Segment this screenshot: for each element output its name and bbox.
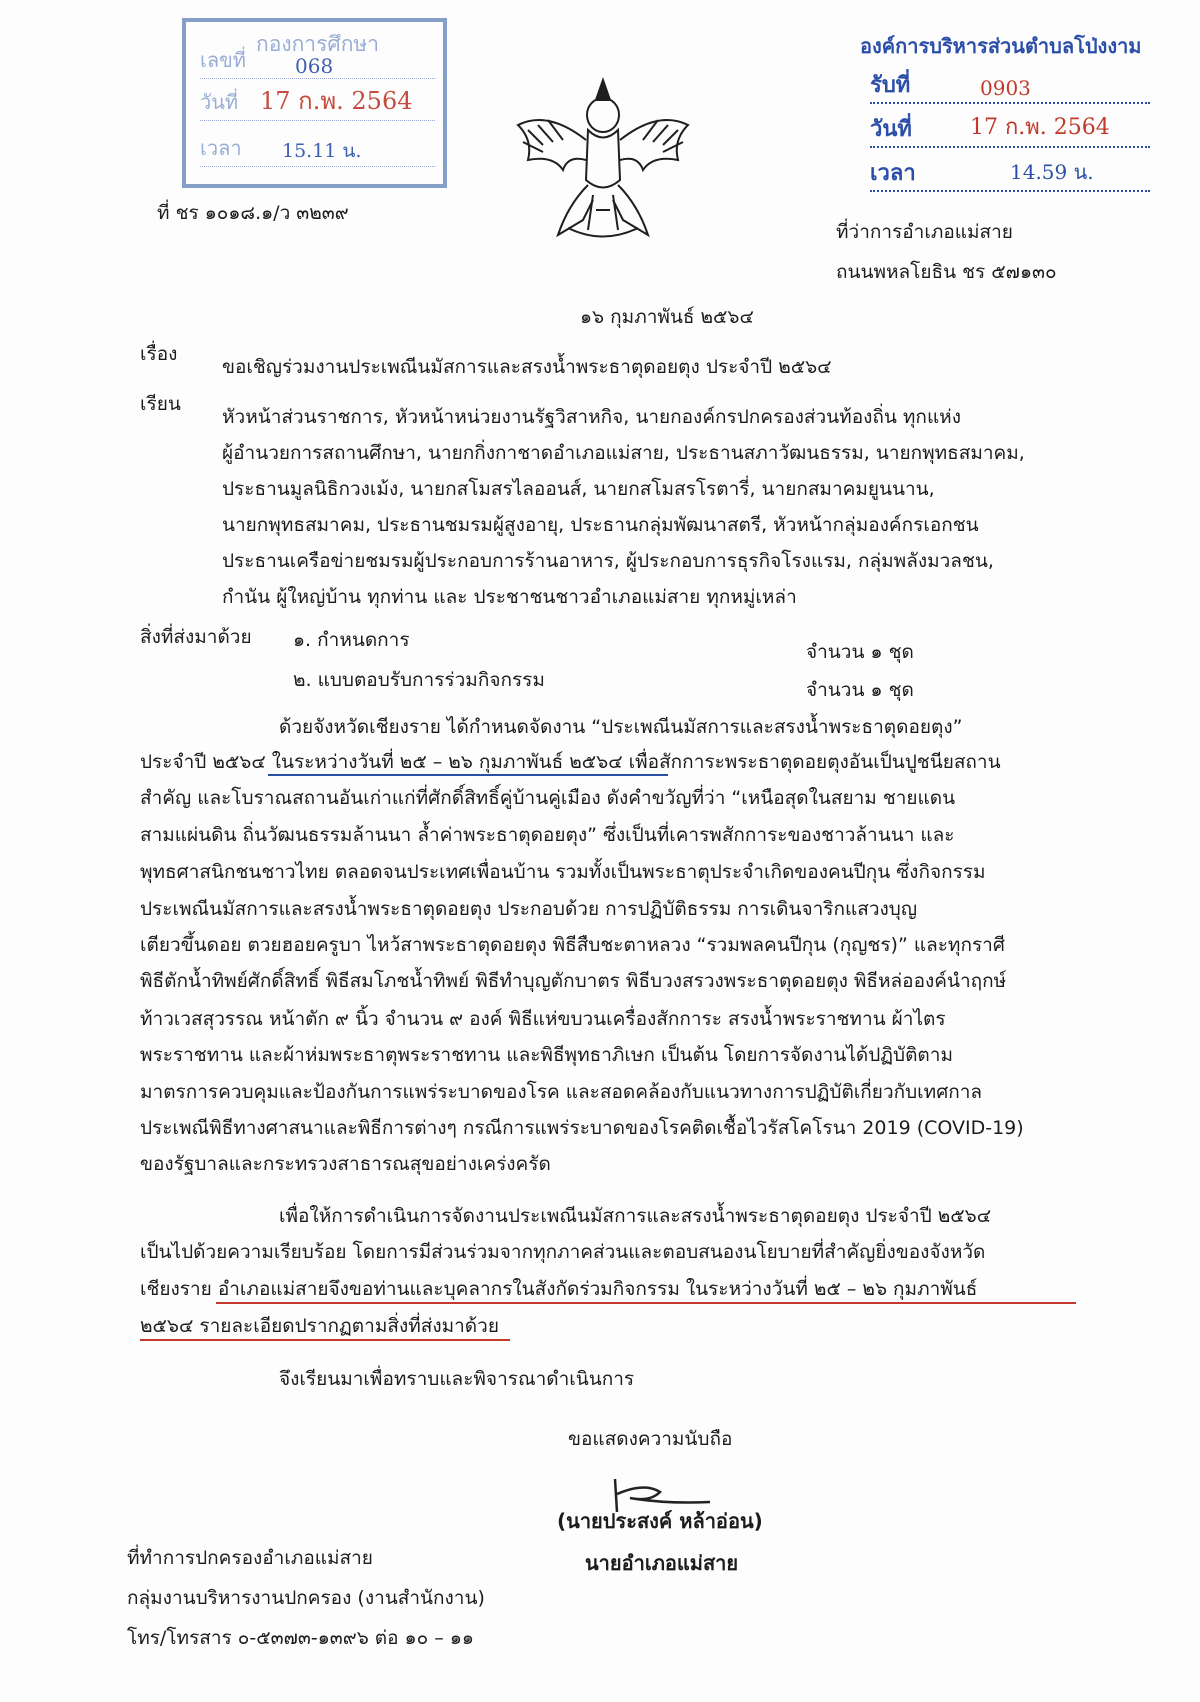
stamp-left-time-value: 15.11 น. <box>282 140 362 162</box>
stamp-left-number-value: 068 <box>295 54 334 78</box>
para1-line-10: พระราชทาน และผ้าห่มพระธาตุพระราชทาน และพิธีพุทธาภิเษก เป็นต้น โดยการจัดงานได้ปฏิบัติตาม <box>140 1044 953 1066</box>
para1-line-13: ของรัฐบาลและกระทรวงสาธารณสุขอย่างเคร่งครัด <box>140 1153 551 1175</box>
enclosure-qty-2: จำนวน ๑ ชุด <box>806 679 914 701</box>
addressee-line-1: หัวหน้าส่วนราชการ, หัวหน้าหน่วยงานรัฐวิสาหกิจ, นายกองค์กรปกครองส่วนท้องถิ่น ทุกแห่ง <box>222 406 961 428</box>
para1-line-1: ด้วยจังหวัดเชียงราย ได้กำหนดจัดงาน “ประเพณีนมัสการและสรงน้ำพระธาตุดอยตุง” <box>279 716 963 738</box>
enclosure-qty-1: จำนวน ๑ ชุด <box>806 641 914 663</box>
letter-date: ๑๖ กุมภาพันธ์ ๒๕๖๔ <box>580 306 754 328</box>
addressee-line-2: ผู้อำนวยการสถานศึกษา, นายกกิ่งกาชาดอำเภอแม่สาย, ประธานสภาวัฒนธรรม, นายกพุทธสมาคม, <box>222 442 1025 464</box>
sender-address-line-1: ที่ว่าการอำเภอแม่สาย <box>836 221 1013 243</box>
to-label: เรียน <box>140 393 181 415</box>
stamp-left-date-label: วันที่ <box>200 90 239 114</box>
pen-underline-blue <box>268 774 668 776</box>
receiving-stamp-left <box>182 18 447 188</box>
regards-text: ขอแสดงความนับถือ <box>568 1428 733 1450</box>
stamp-right-date-row <box>870 112 1150 148</box>
para1-line-2: ประจำปี ๒๕๖๔ ในระหว่างวันที่ ๒๕ – ๒๖ กุมภาพันธ์ ๒๕๖๔ เพื่อสักการะพระธาตุดอยตุงอันเป็นปูชนียสถาน <box>140 751 1001 773</box>
para2-line-3: เชียงราย อำเภอแม่สายจึงขอท่านและบุคลากรในสังกัดร่วมกิจกรรม ในระหว่างวันที่ ๒๕ – ๒๖ กุมภาพันธ์ <box>140 1278 978 1300</box>
para1-line-8: พิธีตักน้ำทิพย์ศักดิ์สิทธิ์ พิธีสมโภชน้ำทิพย์ พิธีทำบุญตักบาตร พิธีบวงสรวงพระธาตุดอยตุง พิธีหล่อองค์นำฤกษ์ <box>140 970 1007 992</box>
para1-line-9: ท้าวเวสสุวรรณ หน้าตัก ๙ นิ้ว จำนวน ๙ องค์ พิธีแห่ขบวนเครื่องสักการะ สรงน้ำพระราชทาน ผ้าไตร <box>140 1008 946 1030</box>
stamp-right-number-value: 0903 <box>980 76 1031 100</box>
stamp-right-time-row <box>870 156 1150 192</box>
enclosure-item-2: ๒. แบบตอบรับการร่วมกิจกรรม <box>293 669 545 691</box>
stamp-right-date-value: 17 ก.พ. 2564 <box>970 115 1110 140</box>
pen-underline-red-2 <box>140 1339 510 1341</box>
addressee-line-5: ประธานเครือข่ายชมรมผู้ประกอบการร้านอาหาร, ผู้ประกอบการธุรกิจโรงแรม, กลุ่มพลังมวลชน, <box>222 550 994 572</box>
stamp-left-date-row <box>200 84 435 121</box>
para1-line-3: สำคัญ และโบราณสถานอันเก่าแก่ที่ศักดิ์สิทธิ์คู่บ้านคู่เมือง ดังคำขวัญที่ว่า “เหนือสุดในสยาม ชายแดน <box>140 787 956 809</box>
garuda-emblem-icon <box>508 70 698 248</box>
pen-underline-red-1 <box>216 1302 1076 1304</box>
stamp-left-time-label: เวลา <box>200 136 242 160</box>
addressee-line-3: ประธานมูลนิธิกวงเม้ง, นายกสโมสรไลออนส์, นายกสโมสรโรตารี่, นายกสมาคมยูนนาน, <box>222 478 935 500</box>
para1-line-5: พุทธศาสนิกชนชาวไทย ตลอดจนประเทศเพื่อนบ้าน รวมทั้งเป็นพระธาตุประจำเกิดของคนปีกุน ซึ่งกิจกรรม <box>140 861 986 883</box>
footer-office: ที่ทำการปกครองอำเภอแม่สาย <box>127 1547 373 1569</box>
para1-line-12: ประเพณีพิธีทางศาสนาและพิธีการต่างๆ กรณีการแพร่ระบาดของโรคติดเชื้อไวรัสโคโรนา 2019 (COVID-19) <box>140 1117 1024 1139</box>
stamp-left-number-label: เลขที่ <box>200 48 246 72</box>
addressee-line-6: กำนัน ผู้ใหญ่บ้าน ทุกท่าน และ ประชาชนชาวอำเภอแม่สาย ทุกหมู่เหล่า <box>222 586 797 608</box>
stamp-right-time-value: 14.59 น. <box>1010 160 1094 184</box>
addressee-line-4: นายกพุทธสมาคม, ประธานชมรมผู้สูงอายุ, ประธานกลุ่มพัฒนาสตรี, หัวหน้ากลุ่มองค์กรเอกชน <box>222 514 979 536</box>
para1-line-11: มาตรการควบคุมและป้องกันการแพร่ระบาดของโรค และสอดคล้องกับแนวทางการปฏิบัติเกี่ยวกับเทศกาล <box>140 1081 983 1103</box>
stamp-left-date-value: 17 ก.พ. 2564 <box>260 87 413 115</box>
stamp-left-time-row <box>200 130 435 167</box>
para2-line-4: ๒๕๖๔ รายละเอียดปรากฏตามสิ่งที่ส่งมาด้วย <box>140 1315 499 1337</box>
signer-name: (นายประสงค์ หล้าอ่อน) <box>557 1509 763 1533</box>
para1-line-7: เตียวขึ้นดอย ตวยฮอยครูบา ไหว้สาพระธาตุดอยตุง พิธีสืบชะตาหลวง “รวมพลคนปีกุน (กุญชร)” และทุกราศี <box>140 934 1005 956</box>
para2-line-1: เพื่อให้การดำเนินการจัดงานประเพณีนมัสการและสรงน้ำพระธาตุดอยตุง ประจำปี ๒๕๖๔ <box>279 1205 992 1227</box>
subject-label: เรื่อง <box>140 343 178 365</box>
stamp-right-number-row <box>870 68 1150 104</box>
stamp-left-title: กองการศึกษา <box>256 32 380 56</box>
subject-text: ขอเชิญร่วมงานประเพณีนมัสการและสรงน้ำพระธาตุดอยตุง ประจำปี ๒๕๖๔ <box>222 356 832 378</box>
signer-title: นายอำเภอแม่สาย <box>585 1551 739 1575</box>
stamp-right-org: องค์การบริหารส่วนตำบลโป่งงาม <box>860 34 1142 58</box>
enclosure-item-1: ๑. กำหนดการ <box>293 629 410 651</box>
stamp-right-number-label: รับที่ <box>870 73 911 98</box>
para2-line-2: เป็นไปด้วยความเรียบร้อย โดยการมีส่วนร่วมจากทุกภาคส่วนและตอบสนองนโยบายที่สำคัญยิ่งของจังหวัด <box>140 1241 986 1263</box>
footer-division: กลุ่มงานบริหารงานปกครอง (งานสำนักงาน) <box>127 1587 485 1609</box>
document-reference: ที่ ชร ๑๐๑๘.๑/ว ๓๒๓๙ <box>157 202 349 224</box>
footer-phone: โทร/โทรสาร ๐-๕๓๗๓-๑๓๙๖ ต่อ ๑๐ – ๑๑ <box>127 1627 474 1649</box>
para1-line-6: ประเพณีนมัสการและสรงน้ำพระธาตุดอยตุง ประกอบด้วย การปฏิบัติธรรม การเดินจาริกแสวงบุญ <box>140 898 918 920</box>
stamp-right-date-label: วันที่ <box>870 117 912 142</box>
receiving-stamp-right <box>860 20 1160 200</box>
stamp-left-number-row <box>200 42 435 79</box>
stamp-right-time-label: เวลา <box>870 161 916 186</box>
para1-line-4: สามแผ่นดิน ถิ่นวัฒนธรรมล้านนา ล้ำค่าพระธาตุดอยตุง” ซึ่งเป็นที่เคารพสักการะของชาวล้านนา และ <box>140 824 955 846</box>
enclosure-label: สิ่งที่ส่งมาด้วย <box>140 626 252 648</box>
sender-address-line-2: ถนนพหลโยธิน ชร ๕๗๑๓๐ <box>836 261 1057 283</box>
closing-line: จึงเรียนมาเพื่อทราบและพิจารณาดำเนินการ <box>279 1368 635 1390</box>
